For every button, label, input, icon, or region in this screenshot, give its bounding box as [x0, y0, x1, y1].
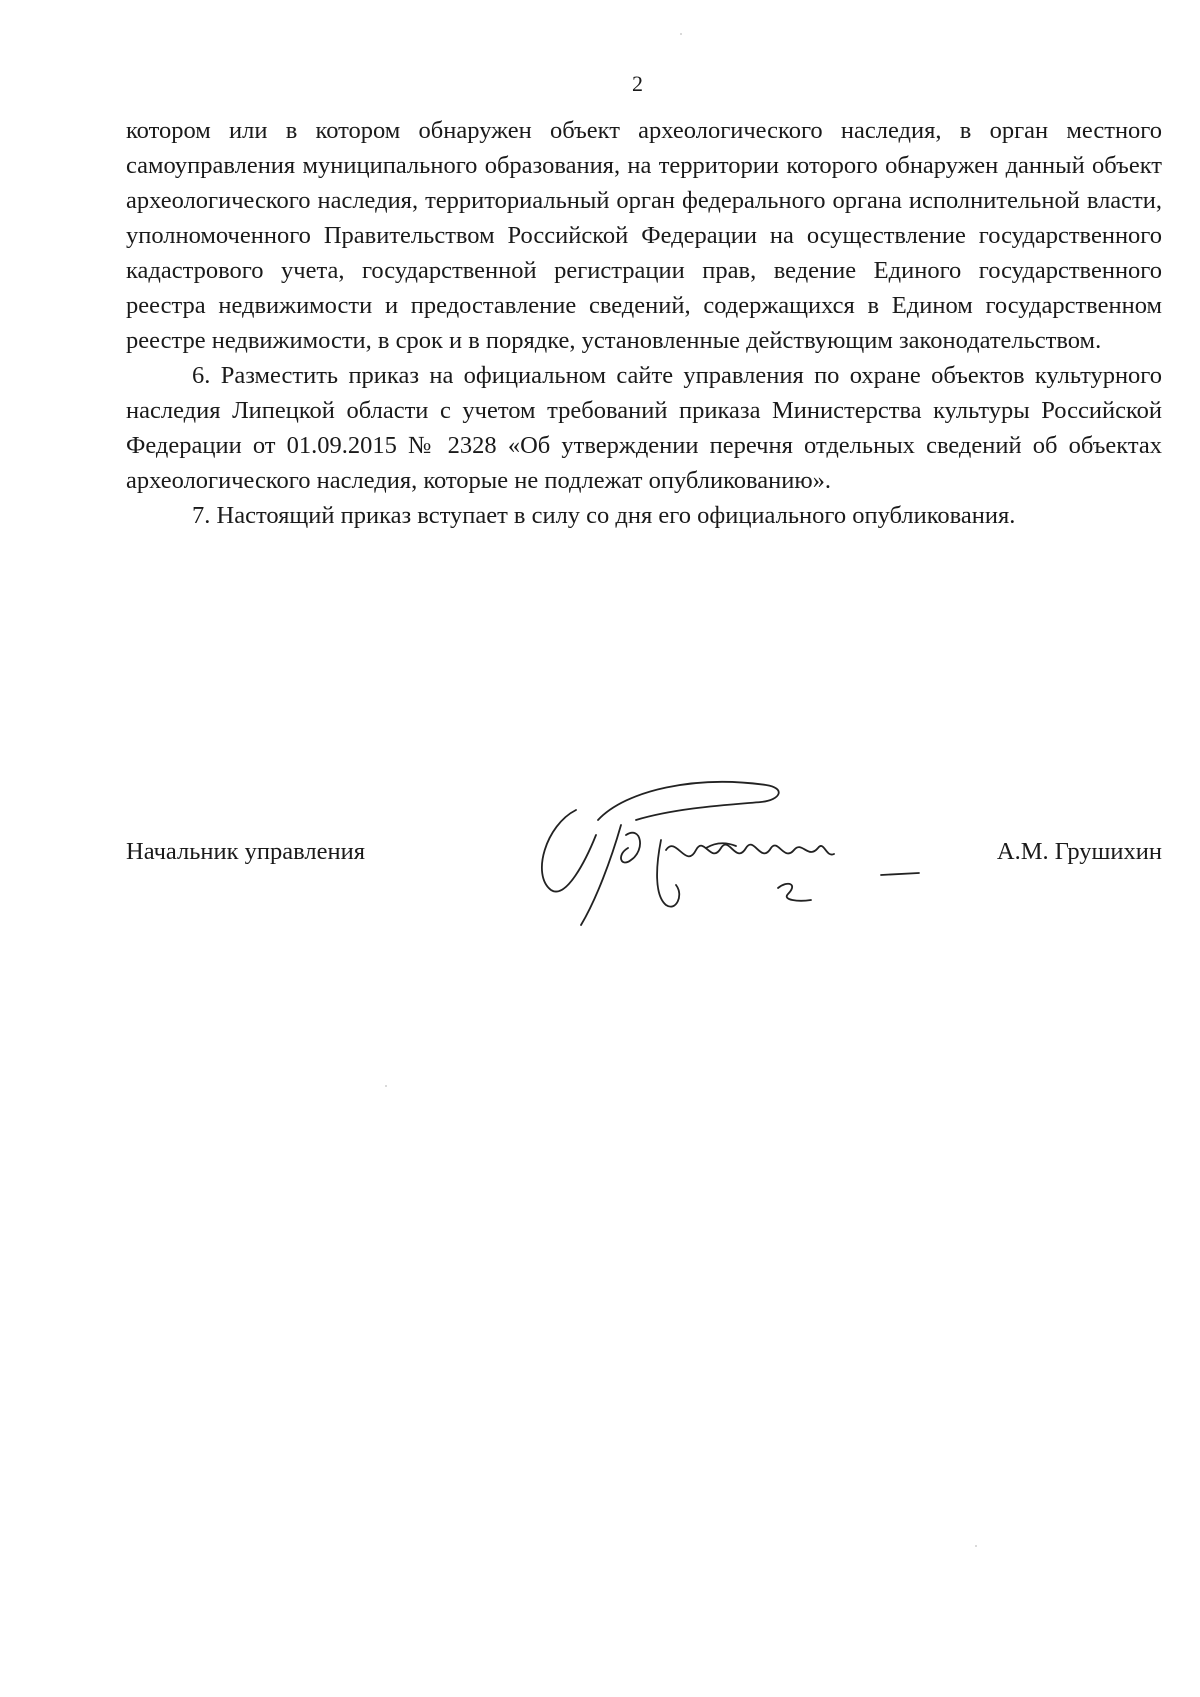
document-body	[126, 113, 1162, 533]
scan-speck	[680, 33, 682, 35]
signatory-name: А.М. Грушихин	[996, 838, 1162, 865]
scan-speck	[385, 1085, 387, 1087]
handwritten-signature	[526, 780, 996, 930]
signatory-position: Начальник управления	[126, 838, 365, 865]
paragraph-item-6: 6. Разместить приказ на официальном сайте управления по охране объектов культурного наследия Липецкой области с учетом требований приказа Министерства культуры Российской Федерации от 01.09.2015 № 2328 «Об утверждении перечня отдельных сведений об объектах археологического наследия, которые не подлежат опубликованию».	[126, 362, 1162, 494]
paragraph-item-7: 7. Настоящий приказ вступает в силу со дня его официального опубликования.	[192, 502, 1016, 529]
scan-speck	[975, 1545, 977, 1547]
signature-block	[126, 820, 1162, 960]
page-number: 2	[632, 71, 643, 96]
paragraph-continuation: котором или в котором обнаружен объект археологического наследия, в орган местного самоуправления муниципального образования, на территории которого обнаружен данный объект археологического наследия, территориальный орган федерального органа исполнительной власти, уполномоченного Правительством Российской Федерации на осуществление государственного кадастрового учета, государственной регистрации прав, ведение Единого государственного реестра недвижимости и предоставление сведений, содержащихся в Едином государственном реестре недвижимости, в срок и в порядке, установленные действующим законодательством.	[126, 117, 1162, 354]
